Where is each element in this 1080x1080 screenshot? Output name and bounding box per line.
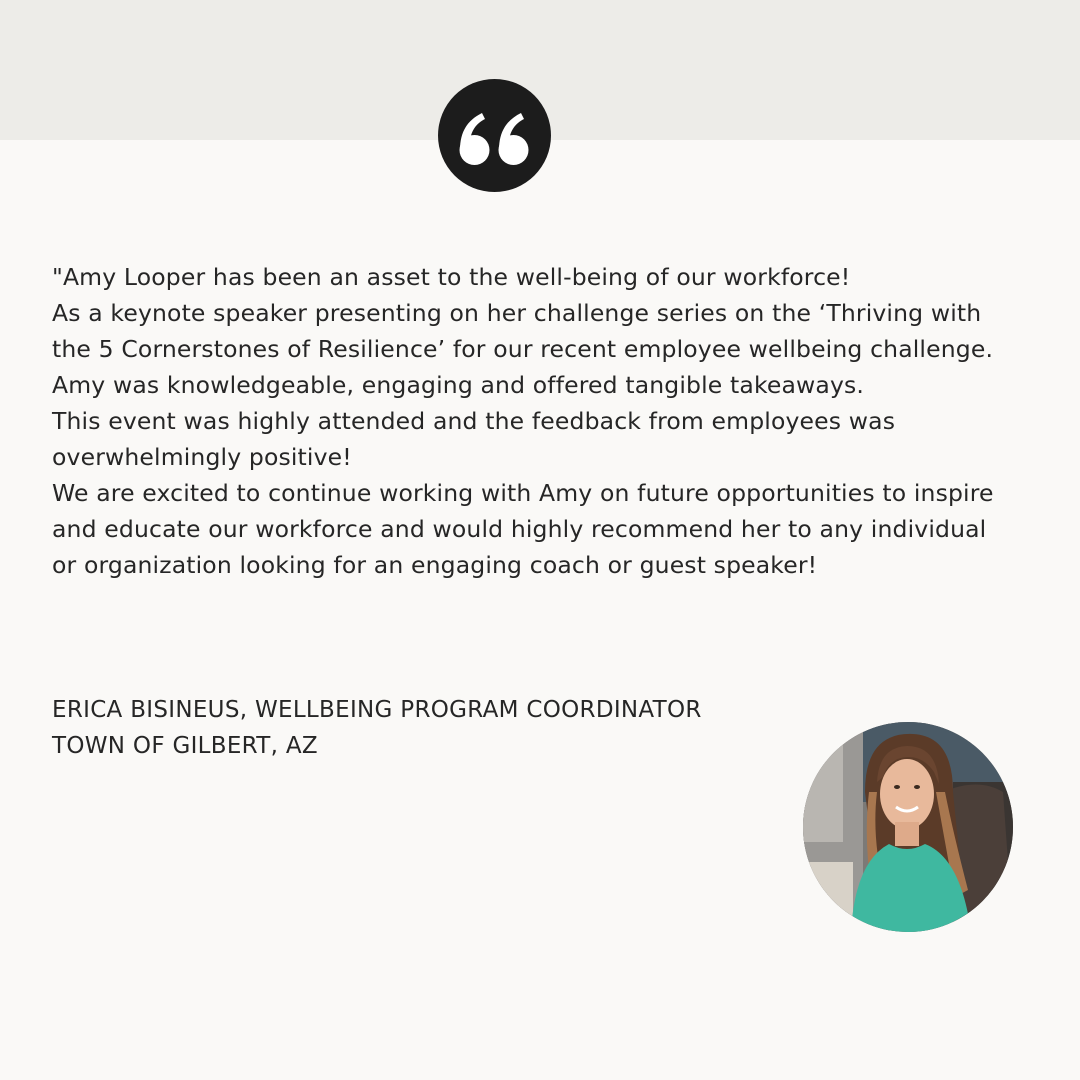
author-name-title: ERICA BISINEUS, WELLBEING PROGRAM COORDINATOR [52, 697, 702, 723]
quote-paragraph: As a keynote speaker presenting on her challenge series on the ‘Thriving with the 5 Cornerstones of Resilience’ for our recent employee wellbeing challenge. Amy was knowledgeable, engaging and offered tangible takeaways. [52, 299, 994, 399]
quote-paragraph: We are excited to continue working with Amy on future opportunities to inspire and educate our workforce and would highly recommend her to any individual or organization looking for an engaging coach or guest speaker! [52, 479, 994, 579]
author-organization: TOWN OF GILBERT, AZ [52, 733, 318, 759]
author-photo [803, 722, 1013, 932]
attribution [52, 692, 772, 764]
quote-badge [438, 79, 551, 192]
person-photo [803, 722, 1013, 932]
quote-mark-icon [438, 79, 551, 192]
quote-paragraph: "Amy Looper has been an asset to the well-being of our workforce! [52, 263, 851, 291]
testimonial-quote [52, 259, 1012, 583]
quote-paragraph: This event was highly attended and the feedback from employees was overwhelmingly positive! [52, 407, 896, 471]
